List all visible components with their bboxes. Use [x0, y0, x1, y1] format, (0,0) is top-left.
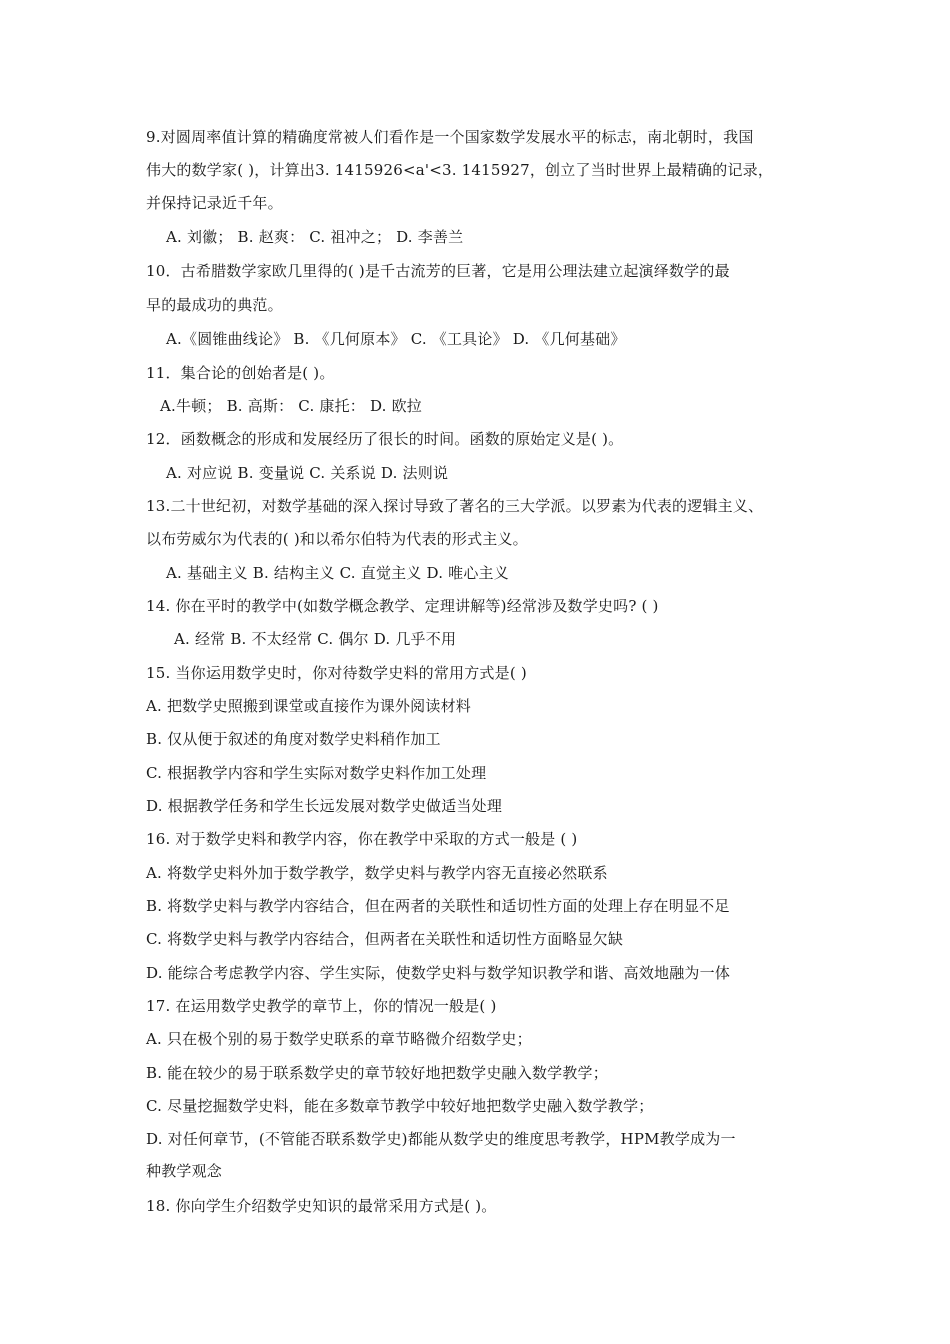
q17-option-d-line-1: D. 对任何章节，(不管能否联系数学史)都能从数学史的维度思考教学，HPM教学成为一: [146, 1130, 736, 1148]
q9-text-line-1: 9.对圆周率值计算的精确度常被人们看作是一个国家数学发展水平的标志，南北朝时，我国: [146, 128, 754, 146]
q11-options: A.牛顿； B. 高斯： C. 康托： D. 欧拉: [160, 397, 422, 415]
q16-option-b: B. 将数学史料与教学内容结合，但在两者的关联性和适切性方面的处理上存在明显不足: [146, 897, 730, 915]
q12-text: 12．函数概念的形成和发展经历了很长的时间。函数的原始定义是( )。: [146, 430, 624, 448]
q9-text-line-2: 伟大的数学家( )，计算出3. 1415926<a'<3. 1415927，创立了当时世界上最精确的记录，: [146, 161, 774, 179]
q18-text: 18. 你向学生介绍数学史知识的最常采用方式是( )。: [146, 1197, 497, 1215]
q16-option-d: D. 能综合考虑教学内容、学生实际，使数学史料与数学知识教学和谐、高效地融为一体: [146, 964, 731, 982]
q9-options: A. 刘徽； B. 赵爽： C. 祖冲之； D. 李善兰: [166, 228, 464, 246]
q15-option-a: A. 把数学史照搬到课堂或直接作为课外阅读材料: [146, 697, 471, 715]
q17-option-d-line-2: 种教学观念: [146, 1162, 223, 1180]
q15-option-d: D. 根据教学任务和学生长远发展对数学史做适当处理: [146, 797, 503, 815]
q17-text: 17. 在运用数学史教学的章节上，你的情况一般是( ): [146, 997, 497, 1015]
q15-option-c: C. 根据教学内容和学生实际对数学史料作加工处理: [146, 764, 487, 782]
q17-option-b: B. 能在较少的易于联系数学史的章节较好地把数学史融入数学教学；: [146, 1064, 608, 1082]
q16-text: 16. 对于数学史料和教学内容，你在教学中采取的方式一般是 ( ): [146, 830, 578, 848]
q12-options: A. 对应说 B. 变量说 C. 关系说 D. 法则说: [166, 464, 449, 482]
q14-options: A. 经常 B. 不太经常 C. 偶尔 D. 几乎不用: [174, 630, 457, 648]
q15-option-b: B. 仅从便于叙述的角度对数学史料稍作加工: [146, 730, 441, 748]
q11-text: 11．集合论的创始者是( )。: [146, 364, 335, 382]
q16-option-c: C. 将数学史料与教学内容结合，但两者在关联性和适切性方面略显欠缺: [146, 930, 624, 948]
q10-text-line-2: 早的最成功的典范。: [146, 296, 283, 314]
q17-option-a: A. 只在极个别的易于数学史联系的章节略微介绍数学史；: [146, 1030, 532, 1048]
q10-options: A.《圆锥曲线论》 B. 《几何原本》 C. 《工具论》 D. 《几何基础》: [166, 330, 626, 348]
q13-options: A. 基础主义 B. 结构主义 C. 直觉主义 D. 唯心主义: [166, 564, 509, 582]
q14-text: 14. 你在平时的教学中(如数学概念教学、定理讲解等)经常涉及数学史吗? ( ): [146, 597, 659, 615]
q17-option-c: C. 尽量挖掘数学史料，能在多数章节教学中较好地把数学史融入数学教学；: [146, 1097, 654, 1115]
q10-text-line-1: 10．古希腊数学家欧几里得的( )是千古流芳的巨著，它是用公理法建立起演绎数学的最: [146, 262, 730, 280]
q9-text-line-3: 并保持记录近千年。: [146, 194, 283, 212]
q13-text-line-1: 13.二十世纪初，对数学基础的深入探讨导致了著名的三大学派。以罗素为代表的逻辑主义、: [146, 497, 764, 515]
q16-option-a: A. 将数学史料外加于数学教学，数学史料与教学内容无直接必然联系: [146, 864, 608, 882]
q15-text: 15. 当你运用数学史时，你对待数学史料的常用方式是( ): [146, 664, 527, 682]
q13-text-line-2: 以布劳威尔为代表的( )和以希尔伯特为代表的形式主义。: [146, 530, 528, 548]
